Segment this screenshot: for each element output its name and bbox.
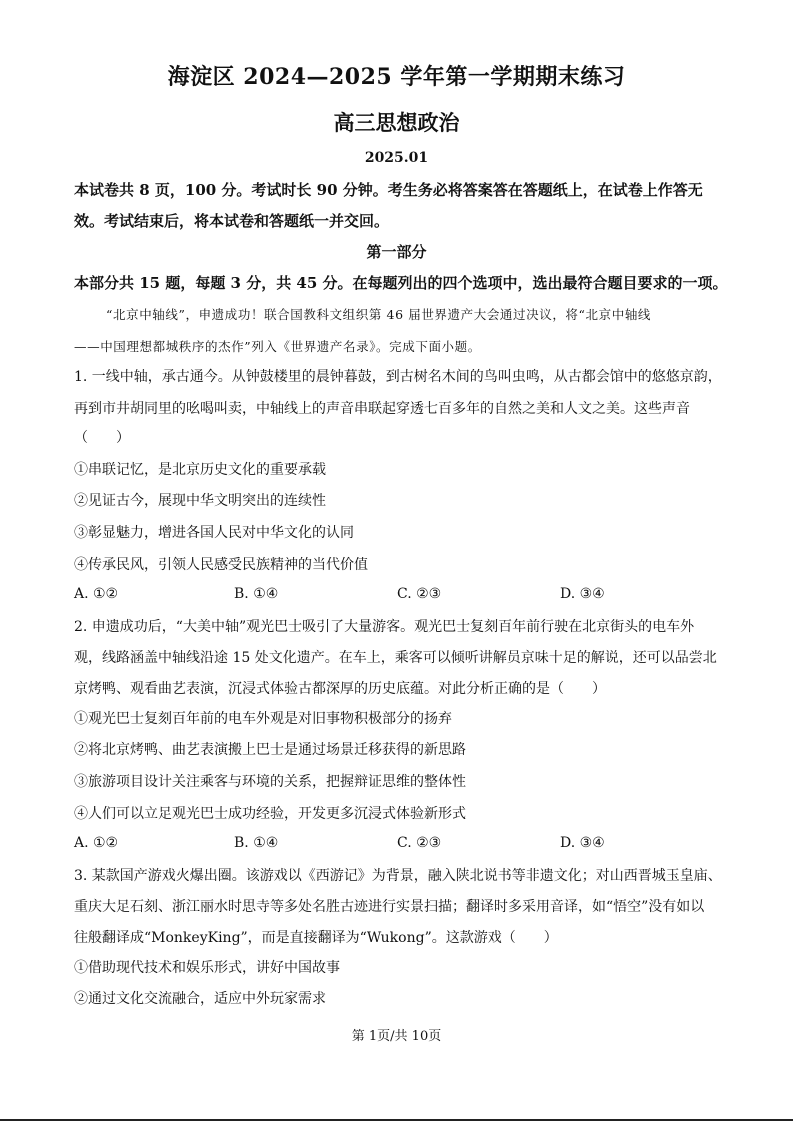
q2-item-3: ③旅游项目设计关注乘客与环境的关系，把握辩证思维的整体性 — [74, 774, 466, 790]
page-bottom-rule — [0, 1119, 793, 1121]
q3-stem-line-2: 重庆大足石刻、浙江丽水时思寺等多处名胜古迹进行实景扫描；翻译时多采用音译，如“悟空”没有如以 — [74, 899, 705, 915]
q2-choice-b[interactable]: B. ①④ — [234, 835, 279, 851]
instruction-line-1: 本试卷共 8 页，100 分。考试时长 90 分钟。考生务必将答案答在答题纸上，在试卷上作答无 — [74, 181, 703, 199]
q1-item-3: ③彰显魅力，增进各国人民对中华文化的认同 — [74, 525, 354, 541]
q2-item-4: ④人们可以立足观光巴士成功经验，开发更多沉浸式体验新形式 — [74, 806, 466, 822]
q2-stem-line-2: 观，线路涵盖中轴线沿途 15 处文化遗产。在车上，乘客可以倾听讲解员京味十足的解说，还可以品尝北 — [74, 650, 717, 666]
q1-item-2: ②见证古今，展现中华文明突出的连续性 — [74, 493, 326, 509]
q3-stem-line-1: 3. 某款国产游戏火爆出圈。该游戏以《西游记》为背景，融入陕北说书等非遗文化；对山西晋城玉皇庙、 — [74, 868, 722, 884]
exam-date: 2025.01 — [364, 150, 429, 166]
q2-item-2: ②将北京烤鸭、曲艺表演搬上巴士是通过场景迁移获得的新思路 — [74, 742, 466, 758]
lead-paragraph-line-1: “北京中轴线”，申遗成功！联合国教科文组织第 46 届世界遗产大会通过决议，将“北京中轴线 — [106, 307, 652, 322]
lead-paragraph-line-2: ——中国理想都城秩序的杰作”列入《世界遗产名录》。完成下面小题。 — [74, 339, 481, 354]
q2-choice-c[interactable]: C. ②③ — [397, 835, 442, 851]
exam-title: 海淀区 2024—2025 学年第一学期期末练习 — [167, 64, 626, 90]
q1-choice-b[interactable]: B. ①④ — [234, 586, 279, 602]
subject-title: 高三思想政治 — [333, 110, 460, 135]
q1-stem-line-2: 再到市井胡同里的吆喝叫卖，中轴线上的声音串联起穿透七百多年的自然之美和人文之美。这些声音 — [74, 401, 690, 417]
q2-item-1: ①观光巴士复刻百年前的电车外观是对旧事物积极部分的扬弃 — [74, 711, 452, 727]
q3-item-2: ②通过文化交流融合，适应中外玩家需求 — [74, 991, 326, 1007]
q2-stem-line-1: 2. 申遗成功后，“大美中轴”观光巴士吸引了大量游客。观光巴士复刻百年前行驶在北京街头的电车外 — [74, 619, 695, 635]
q1-choice-a[interactable]: A. ①② — [74, 586, 119, 602]
q1-stem-line-3: （ ） — [74, 430, 130, 446]
q2-stem-line-3: 京烤鸭、观看曲艺表演，沉浸式体验古都深厚的历史底蕴。对此分析正确的是（ ） — [74, 681, 606, 697]
q3-stem-line-3: 往般翻译成“MonkeyKing”，而是直接翻译为“Wukong”。这款游戏（ ） — [74, 930, 558, 946]
page-footer: 第 1页/共 10页 — [351, 1029, 442, 1044]
q1-choice-c[interactable]: C. ②③ — [397, 586, 442, 602]
q1-stem-line-1: 1. 一线中轴，承古通今。从钟鼓楼里的晨钟暮鼓，到古树名木间的鸟叫虫鸣，从古都会馆中的悠悠京韵， — [74, 369, 722, 385]
q1-item-1: ①串联记忆，是北京历史文化的重要承载 — [74, 462, 326, 478]
part-title: 第一部分 — [366, 243, 427, 261]
q1-item-4: ④传承民风，引领人民感受民族精神的当代价值 — [74, 557, 368, 573]
q2-choice-d[interactable]: D. ③④ — [560, 835, 605, 851]
instruction-line-2: 效。考试结束后，将本试卷和答题纸一并交回。 — [74, 212, 390, 230]
part-description: 本部分共 15 题，每题 3 分，共 45 分。在每题列出的四个选项中，选出最符合题目要求的一项。 — [74, 274, 728, 292]
q2-choice-a[interactable]: A. ①② — [74, 835, 119, 851]
q1-choice-d[interactable]: D. ③④ — [560, 586, 605, 602]
q3-item-1: ①借助现代技术和娱乐形式，讲好中国故事 — [74, 960, 340, 976]
